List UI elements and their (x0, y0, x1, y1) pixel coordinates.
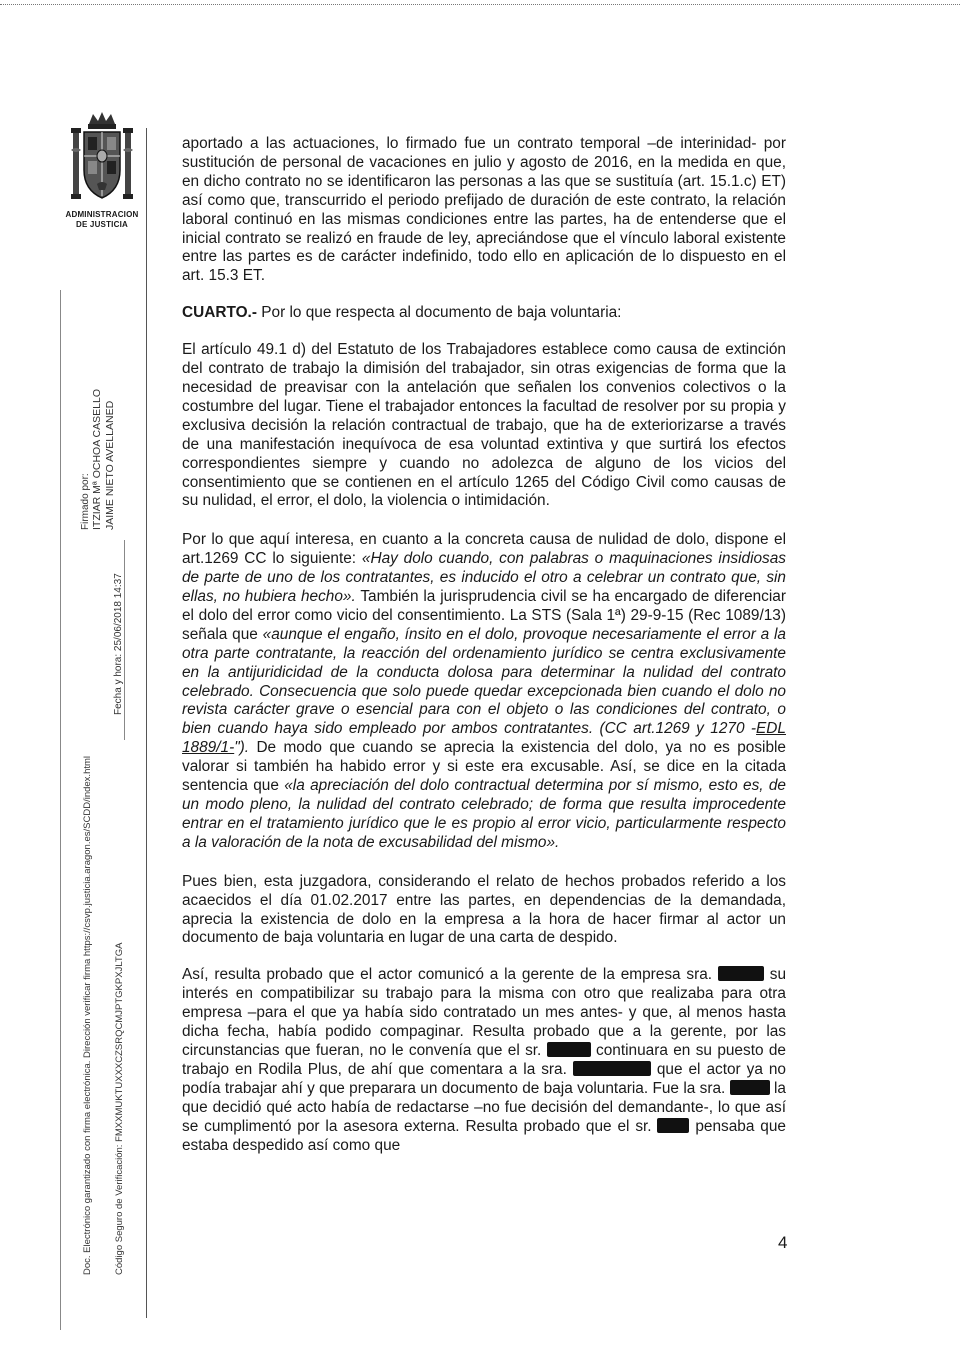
paragraph-1: aportado a las actuaciones, lo firmado fue un contrato temporal –de interinidad- por sustitución de personal de vacaciones en julio y agosto de 2016, en la medida en que, en dicho contrato no se identificaron las personas a las que se sustituía (art. 15.1.c) ET) así como que, transcurrido el periodo prefijado de duración de este contrato, la relación laboral continuó en las mismas condiciones entre las partes, ha de entenderse que el inicial contrato se realizó en fraude de ley, apreciándose que el vínculo laboral existente entre las partes es de carácter indefinido, todo ello en aplicación de lo dispuesto en el art. 15.3 ET. (182, 135, 786, 285)
top-dotted-rule (0, 4, 960, 5)
margin-line-sig-box-right (124, 540, 125, 740)
p3-text-a: Por lo que aquí interesa, en cuanto a la concreta causa de nulidad de dolo, dispone el art.1269 CC lo siguiente: (182, 531, 786, 568)
p3-quote-sts-end: "). (234, 739, 250, 757)
p3-text-c: También la jurisprudencia civil se ha encargado de diferenciar el dolo del error como vicio del consentimiento. La STS (Sala 1ª) 29-9-15 (Rec 1089/13) señala que (182, 588, 786, 643)
paragraph-2: El artículo 49.1 d) del Estatuto de los Trabajadores establece como causa de extinción del contrato de trabajo la dimisión del trabajador, sin otras exigencias de forma que la necesidad de preavisar con la antelación que señalen los convenios colectivos o la costumbre del lugar. Tiene el trabajador entonces la facultad de resolver por su propia y exclusiva decisión la relación contractual de trabajo, que ha de exteriorizarse a través de una manifestación inequívoca de esa voluntad extintiva y que surtirá los efectos correspondientes siempre y cuando no adolezca de alguno de los vicios del consentimiento que se contienen en el artículo 1265 del Código Civil como causas de su nulidad, el error, el dolo, la violencia o intimidación. (182, 341, 786, 510)
section-cuarto (182, 304, 786, 323)
redaction-box (657, 1118, 689, 1133)
p3-quote-sts-body: «aunque el engaño, ínsito en el dolo, provoque necesariamente el error a la otra parte contratante, la reacción del ordenamiento jurídico se centra exclusivamente en la antijuridicidad de la conducta dolosa para determinar la nulidad del contrato celebrado. Consecuencia que solo puede quedar excepcionada bien cuando el dolo no revista carácter grave o esencial para con el objeto o las condiciones del contrato, o bien cuando haya sido empleado por ambos contratantes. (CC art.1269 y 1270 - (182, 625, 786, 738)
electronic-document-note: Doc. Electrónico garantizado con firma electrónica. Dirección verificar firma https://csvp.justicia.aragon.es/SCDD/index.html (82, 755, 93, 1275)
signed-by-label: Firmado por: (80, 473, 91, 530)
page-number: 4 (778, 1233, 788, 1252)
p5-text-d: que el actor ya no podía trabajar ahí y que preparara un documento de baja voluntaria. Fue la sra. (182, 1060, 786, 1097)
p3-text-g: De modo que cuando se aprecia la existencia del dolo, ya no es posible valorar si también ha habido error y si este era excusable. Así, se dice en la citada sentencia que (182, 739, 786, 795)
p3-edl-link[interactable]: EDL 1889/1- (182, 720, 786, 757)
p5-text-c: continuara en su puesto de trabajo en Rodila Plus, de ahí que comentara a la sra. (182, 1041, 786, 1078)
document-body (182, 135, 786, 1155)
crest-label-line2: DE JUSTICIA (76, 220, 128, 229)
verification-code: Código Seguro de Verificación: FMXXMUKTUXXXCZSRQCMJPTGKPXJLTGA (114, 942, 125, 1275)
redaction-box (573, 1061, 651, 1076)
p5-text-b: su interés en compatibilizar su trabajo para la misma con otro que realizaba para otra empresa –para el que ya había sido contratado un mes antes- y que, al menos hasta dicha fecha, había podido compaginar. Resulta probado que a la gerente, por las circunstancias que fueran, no le convenía que el sr. (182, 966, 787, 1059)
paragraph-5 (182, 966, 786, 1155)
redaction-box (730, 1080, 770, 1095)
crest-block (56, 110, 148, 230)
p5-text-a: Así, resulta probado que el actor comunicó a la gerente de la empresa sra. (182, 966, 718, 984)
section-cuarto-text: Por lo que respecta al documento de baja voluntaria: (261, 304, 622, 322)
paragraph-4: Pues bien, esta juzgadora, considerando el relato de hechos probados referido a los acaecidos el día 01.02.2017 entre las partes, en dependencias de la demandada, aprecia la existencia de dolo en la empresa a la hora de hacer firmar al actor un documento de baja voluntaria en lugar de una carta de despido. (182, 872, 786, 947)
p3-quote-sentencia: «la apreciación del dolo contractual determina por sí mismo, esto es, de un modo pleno, la nulidad del contrato celebrado; de forma que resulta improcedente entrar en el tratamiento jurídico que le es propio al error vicio, particularmente respecto a la valoración de la nota de excusabilidad del mismo». (182, 777, 786, 851)
p3-quote-art1269: «Hay dolo cuando, con palabras o maquinaciones insidiosas de parte de uno de los contratantes, es inducido el otro a celebrar un contrato que, sin ellas, no hubiera hecho». (182, 550, 787, 606)
signer-1: ITZIAR Mª OCHOA CASELLO (91, 389, 103, 530)
redaction-box (547, 1042, 591, 1057)
section-heading-cuarto: CUARTO.- (182, 304, 257, 322)
margin-line-sig-box (60, 290, 61, 1330)
signer-2: JAIME NIETO AVELLANED (104, 400, 116, 530)
p5-text-f: pensaba que estaba despedido así como que (182, 1117, 786, 1154)
margin-line-inner (146, 128, 147, 1318)
coat-of-arms-icon (71, 110, 133, 210)
redaction-box (718, 966, 764, 981)
signature-date-time: Fecha y hora: 25/06/2018 14:37 (113, 573, 124, 715)
paragraph-3 (182, 531, 786, 852)
p3-quote-sts (182, 626, 786, 756)
p5-text-e: la que decidió qué acto había de redactarse –no fue decisión del demandante-, lo que así se cumplimentó por la asesora externa. Resulta probado que el sr. (182, 1079, 786, 1135)
crest-label-line1: ADMINISTRACION (65, 210, 139, 219)
